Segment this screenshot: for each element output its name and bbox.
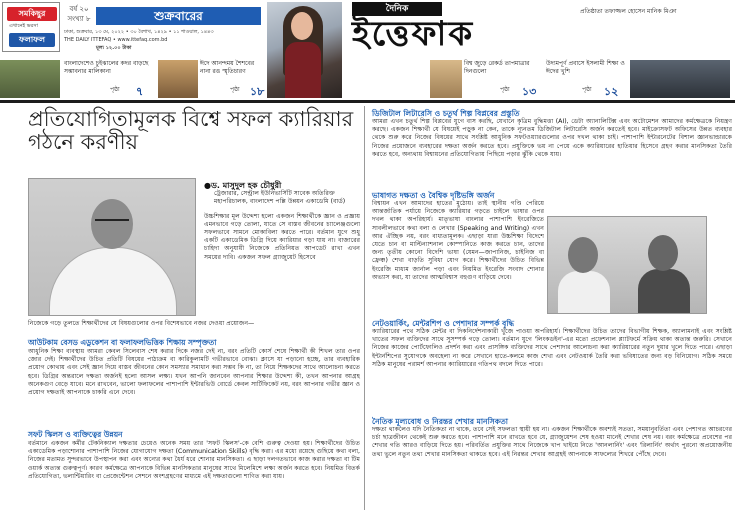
teaser-page-number: ৭: [136, 85, 144, 98]
newspaper-prefix: দৈনিক: [352, 2, 442, 16]
section-body: বর্তমানে একজন কর্মীর টেকনিক্যাল দক্ষতার চেয়েও অনেক সময় তার 'সফট স্কিলস'-কে বেশি গুরুত্ব দেওয়া হয়। শিক্ষার্থীদের উচিত একাডেমিক পড়াশোনার পাশাপাশি নিজের যোগাযোগ দক্ষতা (Communication Skills) বৃদ্ধি করা। এর মধ্যে রয়েছে গুছিয়ে কথা বলা, নিজের মতামত সুন্দরভাবে উপস্থাপন করা এবং অন্যের কথা ধৈর্য ধরে শোনার মানসিকতা। এ ছাড়া দলগতভাবে কাজ করার দক্ষতা বা টিম ওয়ার্ক অত্যন্ত গুরুত্বপূর্ণ। কারণ কর্মক্ষেত্রে আপনাকে বিভিন্ন মানসিকতার মানুষের সাথে মিলেমিশে লক্ষ্য অর্জন করতে হবে। নিয়মিত বিতর্ক প্রতিযোগিতা, ভলান্টিয়ারিং বা প্রেজেন্টেশন সেশনে অংশগ্রহণের মাধ্যমে এই দক্ষতাগুলো শাণিত করা যায়।: [28, 440, 360, 480]
article-intro: উচ্চশিক্ষার মূল উদ্দেশ্য হলো একজন শিক্ষার্থীকে জ্ঞান ও প্রজ্ঞায় এমনভাবে গড়ে তোলা, যাতে সে বাস্তব জীবনের চ্যালেঞ্জগুলো সফলভাবে সামনে মোকাবিলা করতে পারে। বর্তমান যুগে শুধু একটি একাডেমিক ডিগ্রি দিয়ে ক্যারিয়ার গড়া যায় না। বাজারের চাহিদা অনুযায়ী নিজেকে প্রতিনিয়ত আপডেট রাখা এখন সময়ের দাবি। একজন সফল গ্র্যাজুয়েট হিসেবে: [204, 212, 360, 261]
teaser-item[interactable]: বাংলাদেশেও চুইঝালের কদর বাড়ছে সম্ভাবনার মালিকানা পৃষ্ঠা ৭: [64, 60, 149, 98]
teaser-text: বিশ্ব জুড়ে রেকর্ড তাপমাত্রার দিনগুলো: [464, 60, 530, 75]
author-bio: ট্রেজারার, সেন্ট্রাল ইউনিভার্সিটি সাবেক অতিরিক্ত মহাপরিচালক, বাংলাদেশ পল্লি উন্নয়ন একাডেমি (বার্ড): [214, 190, 346, 206]
issue-box: [64, 4, 94, 28]
section-heading: ভাষাগত দক্ষতা ও বৈশ্বিক দৃষ্টিভঙ্গি অর্জন: [372, 191, 495, 200]
section-body: আধুনিক শিক্ষা ব্যবস্থায় আমরা কেবল সিলেবাস শেষ করার দিকে নজর দেই না, বরং প্রতিটি কোর্স শেষে শিক্ষার্থী কী শিখল তার ওপর জোর দেই। শিক্ষার্থীদের উচিত প্রতিটি বিষয়ের পাঠ্যক্রম বা কারিকুলামটি গভীরভাবে বোঝা। ক্লাসে যা পড়ানো হচ্ছে, তার ব্যবহারিক প্রয়োগ কোথায় এবং সেই জ্ঞান দিয়ে বাস্তব জীবনের কোন সমস্যার সমাধান করা সম্ভব কি না, তা নিয়ে শিক্ষকদের সাথে আলোচনা করতে হবে। ডিগ্রির অন্তরালে দক্ষতা অর্জনই হলো আসল লক্ষ্য। যখন আপনি জানবেন আপনার শিক্ষার উদ্দেশ্য কী, তখন আপনার আগ্রহ অনেকগুণ বেড়ে যাবে। মনে রাখবেন, ভালো ফলাফলের পাশাপাশি ইন্টারভিউ বোর্ডে কেবল সার্টিফিকেট নয়, বরং আপনার গভীর জ্ঞান ও প্রয়োগ দক্ষতাই আপনাকে চাকরি এনে দেবে।: [28, 348, 360, 397]
author-photo: [28, 178, 196, 316]
section-body: দক্ষতা থাকলেও যদি নৈতিকতা না থাকে, তবে সেই সফলতা স্থায়ী হয় না। একজন শিক্ষার্থীকে অবশ্যই সততা, সময়ানুবর্তিতা এবং পেশাগত আচরণের চর্চা ছাত্রজীবন থেকেই শুরু করতে হবে। পাশাপাশি মনে রাখতে হবে যে, গ্র্যাজুয়েশন শেষ হওয়া মানেই শেখার শেষ নয়। বরং কর্মক্ষেত্রে প্রবেশের পর শেখার গতি আরও বাড়িয়ে দিতে হয়। পরিবর্তিত প্রযুক্তির সাথে নিজেকে খাপ খাইয়ে নিতে 'আনলার্নিং' এবং 'রিলার্নিং' অর্থাৎ পুরনো অপ্রয়োজনীয় তথ্য ভুলে নতুন তথ্য শেখার মানসিকতা থাকতে হবে। এই নিরন্তর শেখার আগ্রহই আপনাকে সাফল্যের শিখরে পৌঁছে দেবে।: [372, 426, 732, 458]
supplement-logo-bottom: ফলাফল: [9, 33, 55, 47]
section-heading: ডিজিটাল লিটারেসি ও চতুর্থ শিল্প বিপ্লবের প্রস্তুতি: [372, 109, 520, 118]
article-intro-continued: নিজেকে গড়ে তুলতে শিক্ষার্থীদের যে বিষয়গুলোর ওপর বিশেষভাবে নজর দেওয়া প্রয়োজন—: [28, 320, 255, 327]
masthead-rule: [0, 100, 735, 103]
teaser-item[interactable]: উদ্যমপূর্ণ প্রবাসে ইসলামী শিক্ষা ও ঈদের খুশি পৃষ্ঠা ১২: [546, 60, 625, 98]
teaser-strip: [0, 60, 735, 98]
section-heading: সফট স্কিলস ও ব্যক্তিত্বের উন্নয়ন: [28, 430, 123, 439]
teaser-text: উদ্যমপূর্ণ প্রবাসে ইসলামী শিক্ষা ও ঈদের খুশি: [546, 60, 625, 75]
teaser-item[interactable]: বিশ্ব জুড়ে রেকর্ড তাপমাত্রার দিনগুলো পৃষ্ঠা ১৩: [464, 60, 537, 98]
section-heading: নৈতিক মূল্যবোধ ও নিরন্তর শেখার মানসিকতা: [372, 417, 508, 426]
supplement-logo: [2, 2, 60, 52]
teaser-image: [158, 60, 198, 98]
teaser-page-number: ১২: [604, 85, 619, 98]
author-block: [204, 182, 360, 262]
teaser-page-number: ১৮: [250, 85, 265, 98]
supplement-logo-top: সমকিছুর: [7, 7, 57, 21]
supplement-dateline: ঢাকা, শুক্রবার, ১৩ মে, ২০২২ • ৩০ বৈশাখ, ১৪২৯ • ১১ শাওয়াল, ১৪৪৩: [64, 29, 214, 35]
supplement-title: শুক্রবারের: [96, 7, 261, 25]
teaser-page-number: ১৩: [522, 85, 537, 98]
article-headline: প্রতিযোগিতামূলক বিশ্বে সফল ক্যারিয়ার গঠনে করণীয়: [28, 107, 354, 154]
section-heading: আউটকাম বেসড এডুকেশন বা ফলাফলভিত্তিক শিক্ষায় সম্পৃক্ততা: [28, 338, 217, 347]
newspaper-logo: [352, 2, 557, 56]
teaser-image: [0, 60, 60, 98]
section-body: বিশ্বায়ন এখন আমাদের হাতের মুঠোয়। তাই স্থানীয় গণ্ডি পেরিয়ে আন্তর্জাতিক পর্যায়ে নিজেকে ক্যারিয়ার গড়তে চাইলে ভাষার ওপর দখল থাকা অপরিহার্য। মাতৃভাষা বাংলার পাশাপাশি ইংরেজিতে সাবলীলভাবে কথা বলা ও লেখার (Speaking and Writing) এখন আর ঐচ্ছিক নয়, বরং বাধ্যতামূলক। এছাড়া যারা উচ্চশিক্ষা বিদেশে যেতে চান বা মাল্টিন্যাশনাল কোম্পানিতে কাজ করতে চান, তাদের জন্য তৃতীয় কোনো বিদেশি ভাষা (যেমন—জাপানিজ, চাইনিজ বা ফ্রেঞ্চ) শেখা বাড়তি সুবিধা যোগ করে। শিক্ষার্থীদের উচিত বিভিন্ন ইংরেজি মাধ্যম জার্নাল পড়া এবং নিয়মিত ইংরেজি সংবাদ শোনার অভ্যাস করা, যা তাদের আত্মবিশ্বাস বহুগুণ বাড়িয়ে দেবে।: [372, 200, 544, 281]
issue-label: বর্ষ ২০: [69, 5, 89, 13]
mentorship-photo: [547, 216, 707, 314]
teaser-image: [430, 60, 462, 98]
supplement-logo-tagline: এখানেই ভরসা: [9, 23, 38, 29]
teaser-image: [630, 60, 730, 98]
masthead: [0, 0, 735, 98]
issue-number: সংখ্যা ৮: [67, 15, 91, 23]
supplement-website: THE DAILY ITTEFAQ • www.ittefaq.com.bd: [64, 37, 168, 43]
teaser-item[interactable]: ঈদে আনন্দময় শৈশবের নানা রঙ স্মৃতিচারণ পৃষ্ঠা ১৮: [200, 60, 265, 98]
newspaper-name: ইত্তেফাক: [352, 14, 475, 54]
founder-tagline: প্রতিষ্ঠাতা তফাজ্জল হোসেন মানিক মিঞা: [580, 8, 677, 15]
price-label: মূল্য ১২.০০ টাকা: [96, 45, 132, 51]
section-body: আমরা এখন চতুর্থ শিল্প বিপ্লবের যুগে বাস করছি, যেখানে কৃত্রিম বুদ্ধিমত্তা (AI), ডেটা অ্যানালিটিক্স এবং অটোমেশন আমাদের কর্মক্ষেত্রকে নিয়ন্ত্রণ করছে। একজন শিক্ষার্থী যে বিষয়েই পড়ুক না কেন, তাকে ন্যূনতম ডিজিটাল লিটারেসি অর্জন করতেই হবে। মাইক্রোসফট অফিসের উন্নত ব্যবহার থেকে শুরু করে নিজের বিষয়ের সাথে সংশ্লিষ্ট আধুনিক সফটওয়্যারগুলোর ওপর দখল থাকা চাই। পাশাপাশি ইন্টারনেটের বিশাল জ্ঞানভান্ডারকে নিজের প্রয়োজনে ব্যবহারের দক্ষতা অর্জন করতে হবে। প্রযুক্তিকে ভয় না পেয়ে একে ক্যারিয়ারের হাতিয়ার হিসেবে গ্রহণ করার মানসিকতা তৈরি করতে হবে, অন্যথায় বিশ্বায়নের প্রতিযোগিতায় পিছিয়ে পড়ার ঝুঁকি থেকে যায়।: [372, 118, 732, 158]
author-name: ●ড. মাসুদুল হক চৌধুরী: [204, 181, 282, 190]
teaser-text: বাংলাদেশেও চুইঝালের কদর বাড়ছে সম্ভাবনার মালিকানা: [64, 60, 149, 75]
section-body: ক্যারিয়ারের পথে সঠিক মেন্টর বা দিকনির্দেশনাকারী খুঁজে পাওয়া অপরিহার্য। শিক্ষার্থীদের উচিত তাদের বিভাগীয় শিক্ষক, অ্যালামনাই এবং সংশ্লিষ্ট খাতের সফল ব্যক্তিদের সাথে সুসম্পর্ক গড়ে তোলা। বর্তমান যুগে 'লিংকডইন'-এর মতো প্রফেশনাল প্ল্যাটফর্মে সক্রিয় থাকা অত্যন্ত জরুরি। সেখানে নিজের কাজের পোর্টফোলিও প্রদর্শন করা এবং প্রাসঙ্গিক ব্যক্তিদের সাথে পেশাদার আলোচনা করা ক্যারিয়ারের নতুন দুয়ার খুলে দিতে পারে। এছাড়া ইন্টার্নশিপের সুযোগকে অবহেলা না করে সেখানে হাতে-কলমে কাজ শেখা এবং নেটওয়ার্ক তৈরি করা ভবিষ্যতের জন্য বড় বিনিয়োগ। সঠিক সময়ে সঠিক মানুষের পরামর্শ আপনার ক্যারিয়ারের গতিপথ বদলে দিতে পারে।: [372, 328, 732, 368]
column-divider: [364, 106, 365, 510]
teaser-text: ঈদে আনন্দময় শৈশবের নানা রঙ স্মৃতিচারণ: [200, 60, 255, 75]
section-heading: নেটওয়ার্কিং, মেন্টরশিপ ও পেশাদার সম্পর্ক বৃদ্ধি: [372, 319, 515, 328]
